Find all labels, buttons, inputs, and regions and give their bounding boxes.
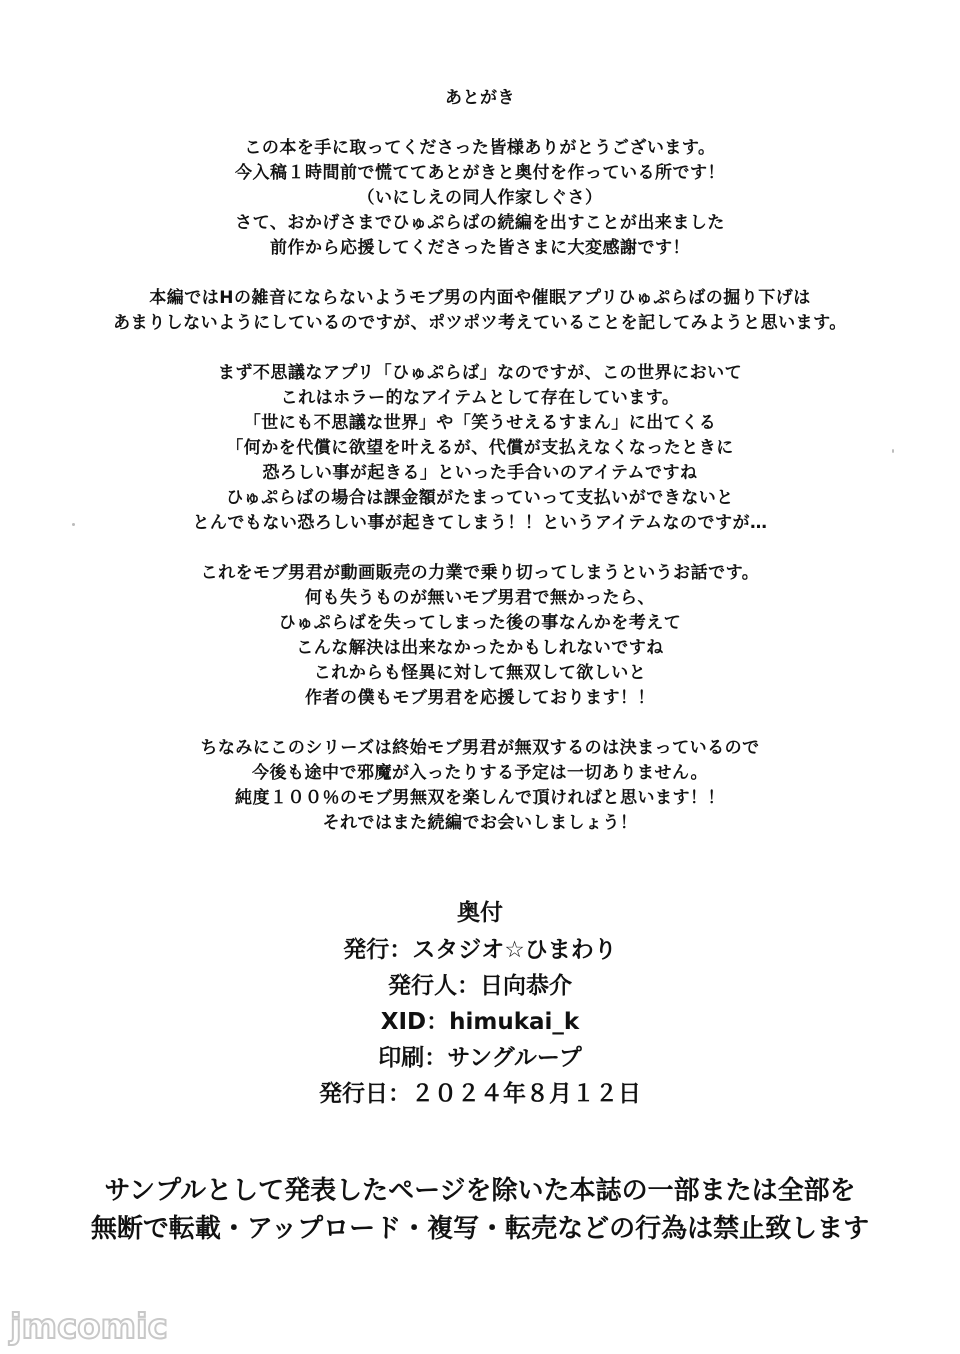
afterword-line: これをモブ男君が動画販売の力業で乗り切ってしまうというお話です。: [200, 563, 760, 583]
colophon-section: [0, 896, 960, 1112]
afterword-line: これはホラー的なアイテムとして存在しています。: [280, 388, 680, 408]
afterword-paragraph: [40, 136, 920, 261]
notice-line: サンプルとして発表したページを除いた本誌の一部または全部を: [104, 1176, 856, 1206]
afterword-line: 「世にも不思議な世界」や「笑うせえるすまん」に出てくる: [243, 413, 717, 433]
afterword-line: この本を手に取ってくださった皆様ありがとうございます。: [244, 138, 716, 158]
afterword-line: 今後も途中で邪魔が入ったりする予定は一切ありません。: [251, 763, 709, 783]
afterword-paragraph: [40, 561, 920, 711]
afterword-line: （いにしえの同人作家しぐさ）: [357, 188, 603, 208]
afterword-paragraph: [40, 361, 920, 536]
colophon-xid: XID：himukai_k: [380, 1009, 580, 1035]
afterword-line: 恐ろしい事が起きる」といった手合いのアイテムですね: [262, 463, 698, 483]
afterword-paragraph: [40, 286, 920, 336]
afterword-line: ひゅぷらばの場合は課金額がたまっていって支払いができないと: [226, 488, 734, 508]
afterword-line: ちなみにこのシリーズは終始モブ男君が無双するのは決まっているので: [200, 738, 760, 758]
notice-line: 無断で転載・アップロード・複写・転売などの行為は禁止致します: [90, 1214, 870, 1244]
afterword-line: さて、おかげさまでひゅぷらばの続編を出すことが出来ました: [235, 213, 725, 233]
watermark-text: jmcomic: [10, 1307, 168, 1347]
afterword-line: 今入稿１時間前で慌ててあとがきと奥付を作っている所です！: [235, 163, 725, 183]
afterword-section: [40, 86, 920, 861]
afterword-line: それではまた続編でお会いしましょう！: [322, 813, 638, 833]
colophon-printer: 印刷：サングループ: [378, 1045, 582, 1071]
colophon-issuer: 発行人：日向恭介: [388, 973, 572, 999]
afterword-line: これからも怪異に対して無双して欲しいと: [313, 663, 647, 683]
afterword-line: とんでもない恐ろしい事が起きてしまう！！というアイテムなのですが…: [192, 513, 768, 533]
afterword-paragraph: [40, 736, 920, 836]
colophon-date: 発行日：２０２４年８月１２日: [319, 1081, 641, 1107]
afterword-line: こんな解決は出来なかったかもしれないですね: [296, 638, 664, 658]
afterword-line: 何も失うものが無いモブ男君で無かったら、: [305, 588, 655, 608]
afterword-line: ひゅぷらばを失ってしまった後の事なんかを考えて: [278, 613, 682, 633]
colophon-title: 奥付: [457, 900, 503, 926]
copyright-notice: [0, 1172, 960, 1248]
afterword-line: 本編ではHの雑音にならないようモブ男の内面や催眠アプリひゅぷらばの掘り下げは: [149, 288, 811, 308]
afterword-line: 作者の僕もモブ男君を応援しております！！: [305, 688, 655, 708]
afterword-line: あまりしないようにしているのですが、ポツポツ考えていることを記してみようと思います。: [113, 313, 847, 333]
afterword-line: 前作から応援してくださった皆さまに大変感謝です！: [270, 238, 690, 258]
jmcomic-watermark: [6, 1304, 206, 1348]
afterword-line: 純度１００％のモブ男無双を楽しんで頂ければと思います！！: [235, 788, 725, 808]
afterword-line: まず不思議なアプリ「ひゅぷらば」なのですが、この世界において: [217, 363, 743, 383]
colophon-publisher: 発行：スタジオ☆ひまわり: [343, 937, 617, 963]
afterword-title: あとがき: [445, 88, 515, 108]
afterword-line: 「何かを代償に欲望を叶えるが、代償が支払えなくなったときに: [226, 438, 734, 458]
